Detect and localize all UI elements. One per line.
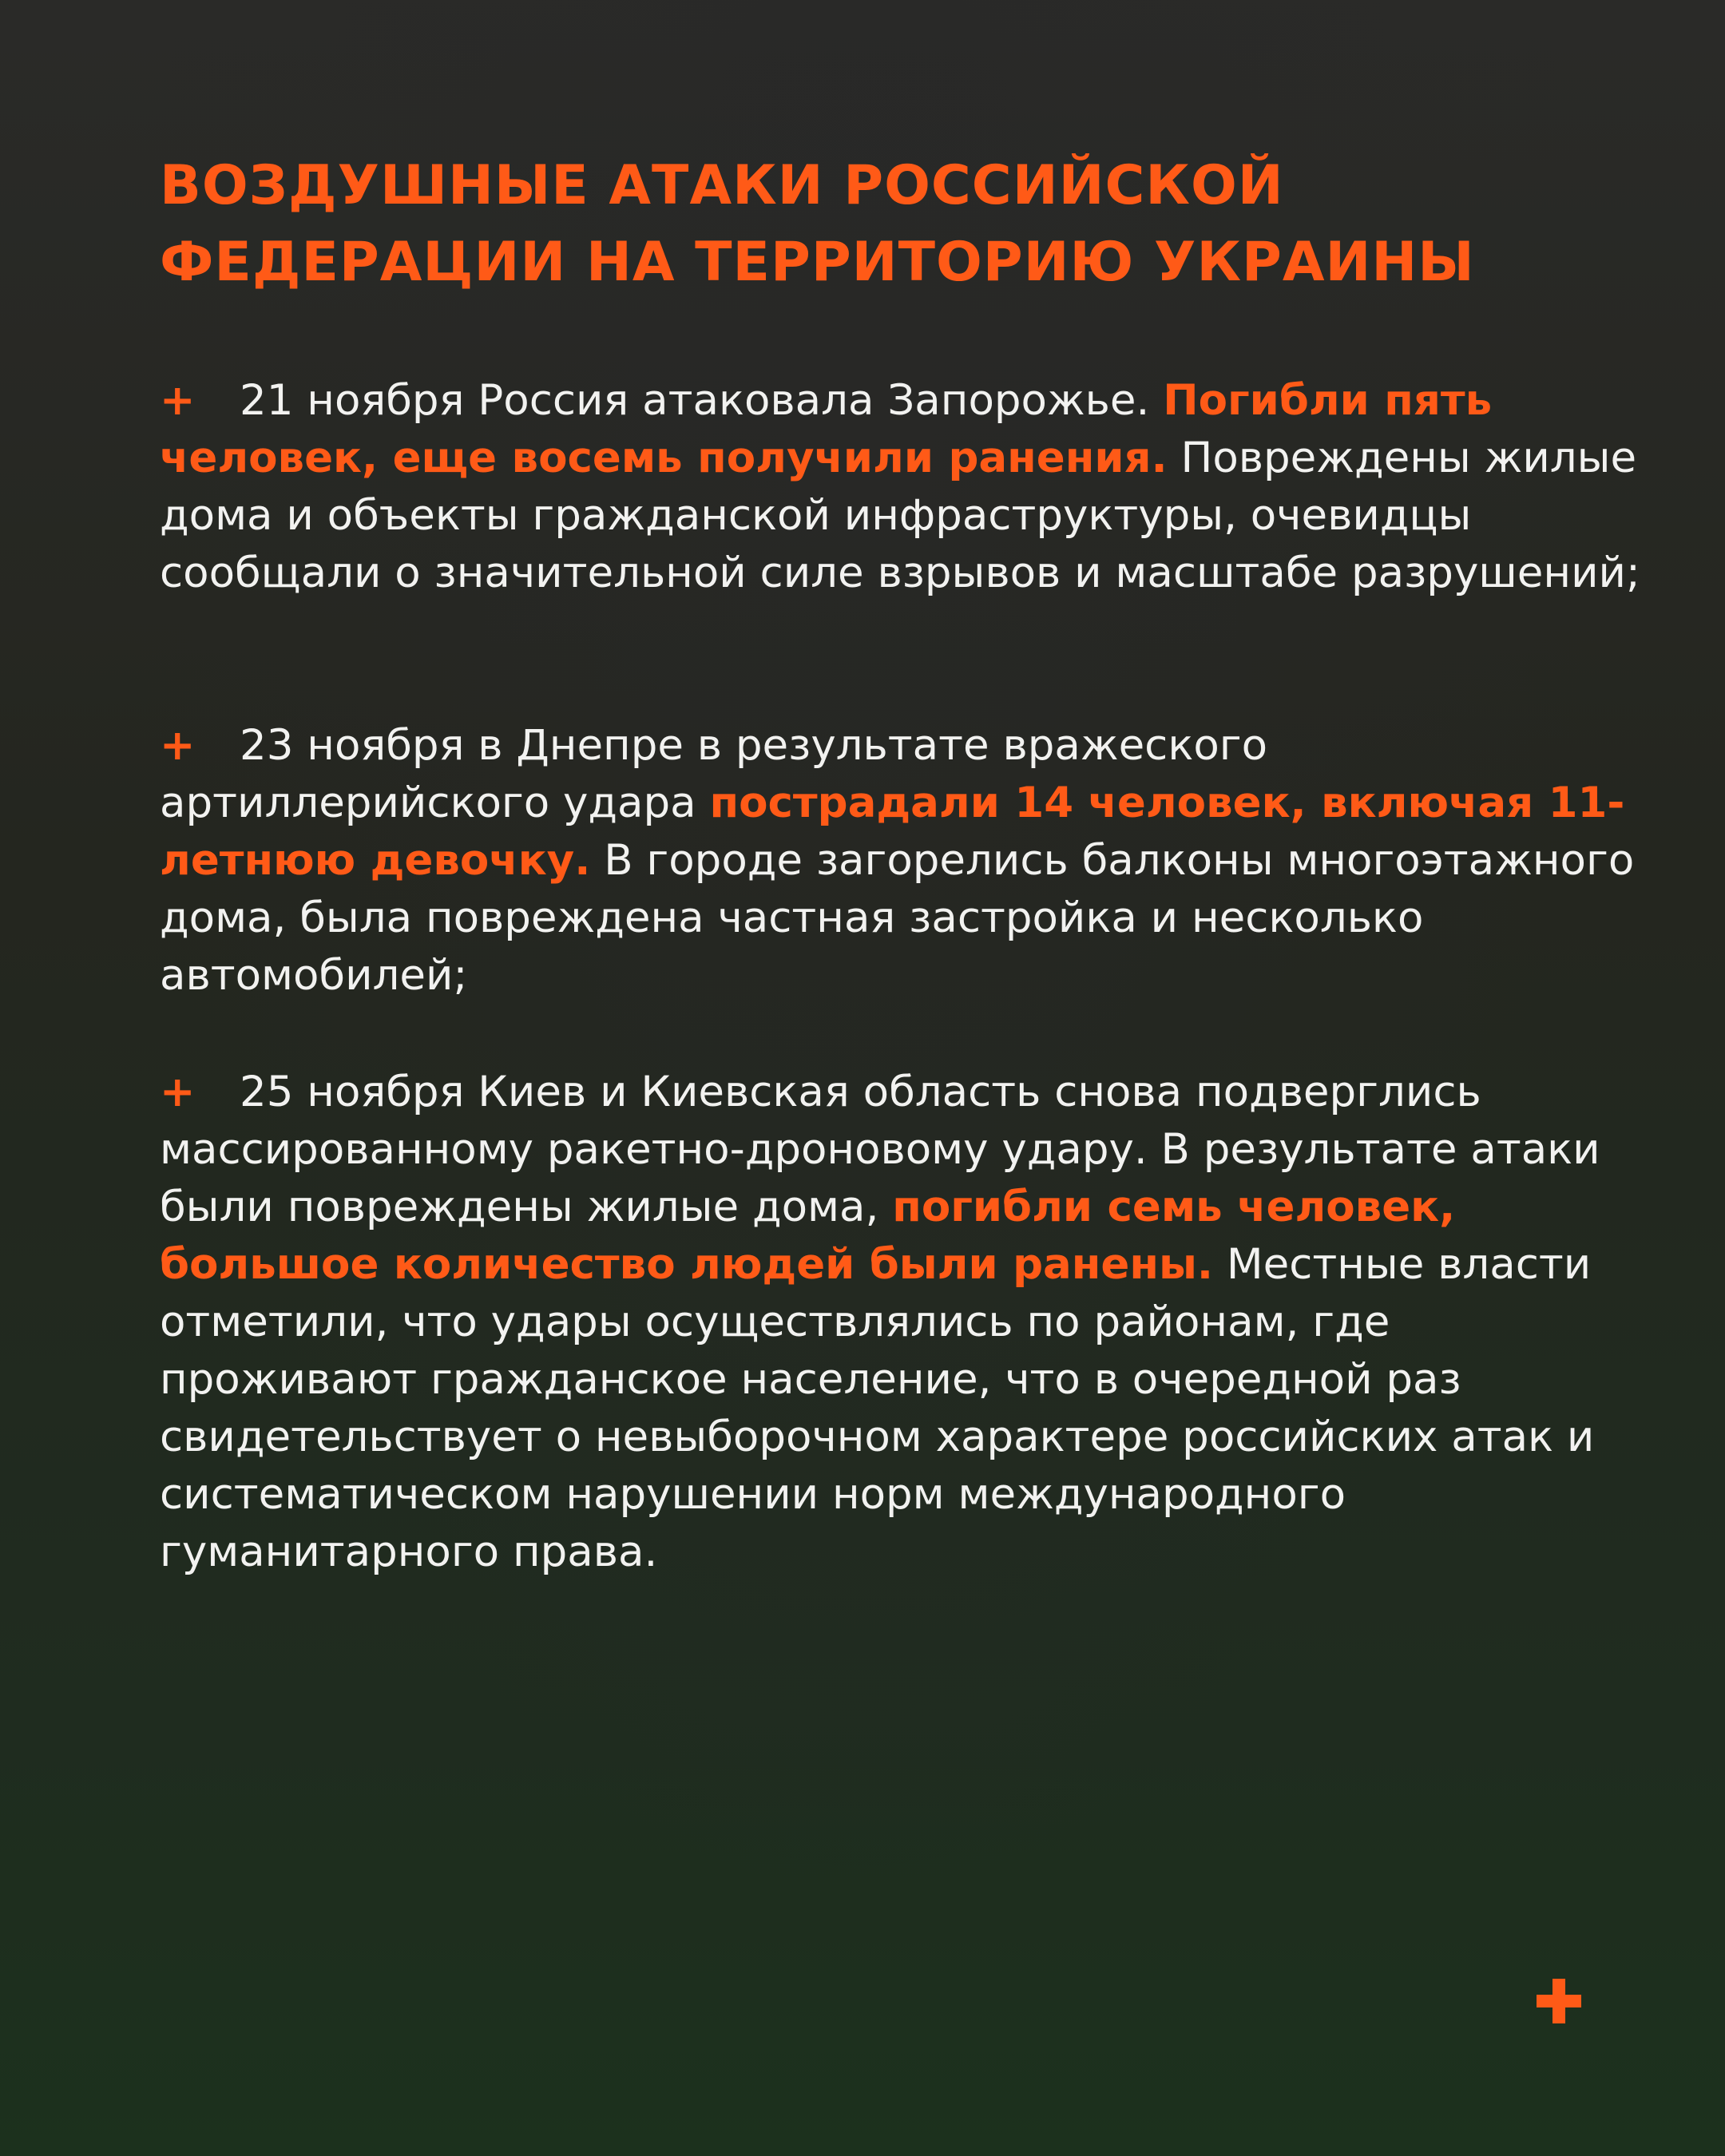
page-title <box>160 148 1661 301</box>
plus-bullet-icon: + <box>160 376 196 425</box>
item-text-before: 23 ноября в Днепре в результате вражеского артиллерийского удара <box>160 721 1268 827</box>
plus-bullet-icon: + <box>160 721 196 770</box>
list-item-kyiv <box>160 1064 1645 1581</box>
list-item-dnipro <box>160 717 1645 1005</box>
list-item-zaporizhzhia <box>160 372 1645 602</box>
plus-icon <box>1537 1979 1581 2023</box>
plus-bullet-icon: + <box>160 1068 196 1116</box>
item-highlight: пострадали 14 человек, включая 11-летнюю девочку. <box>160 779 1625 885</box>
item-text-after: В городе загорелись балконы многоэтажного дома, была повреждена частная застройка и несколько автомобилей; <box>160 836 1635 1000</box>
item-highlight: погибли семь человек, большое количество людей были ранены. <box>160 1183 1456 1289</box>
item-text-after: Местные власти отметили, что удары осуществлялись по районам, где проживают гражданское население, что в очередной раз свидетельствует о невыборочном характере российских атак и систематическом нарушении норм международного гуманитарного права. <box>160 1240 1595 1576</box>
title-line-2: ФЕДЕРАЦИИ НА ТЕРРИТОРИЮ УКРАИНЫ <box>160 231 1475 294</box>
item-text-before: 25 ноября Киев и Киевская область снова подверглись массированному ракетно-дроновому удару. В результате атаки были повреждены жилые дома, <box>160 1068 1600 1231</box>
item-text-after: Повреждены жилые дома и объекты гражданской инфраструктуры, очевидцы сообщали о значительной силе взрывов и масштабе разрушений; <box>160 434 1640 597</box>
title-line-1: ВОЗДУШНЫЕ АТАКИ РОССИЙСКОЙ <box>160 154 1284 217</box>
item-highlight: Погибли пять человек, еще восемь получили ранения. <box>160 376 1493 482</box>
item-text-before: 21 ноября Россия атаковала Запорожье. <box>240 376 1164 425</box>
